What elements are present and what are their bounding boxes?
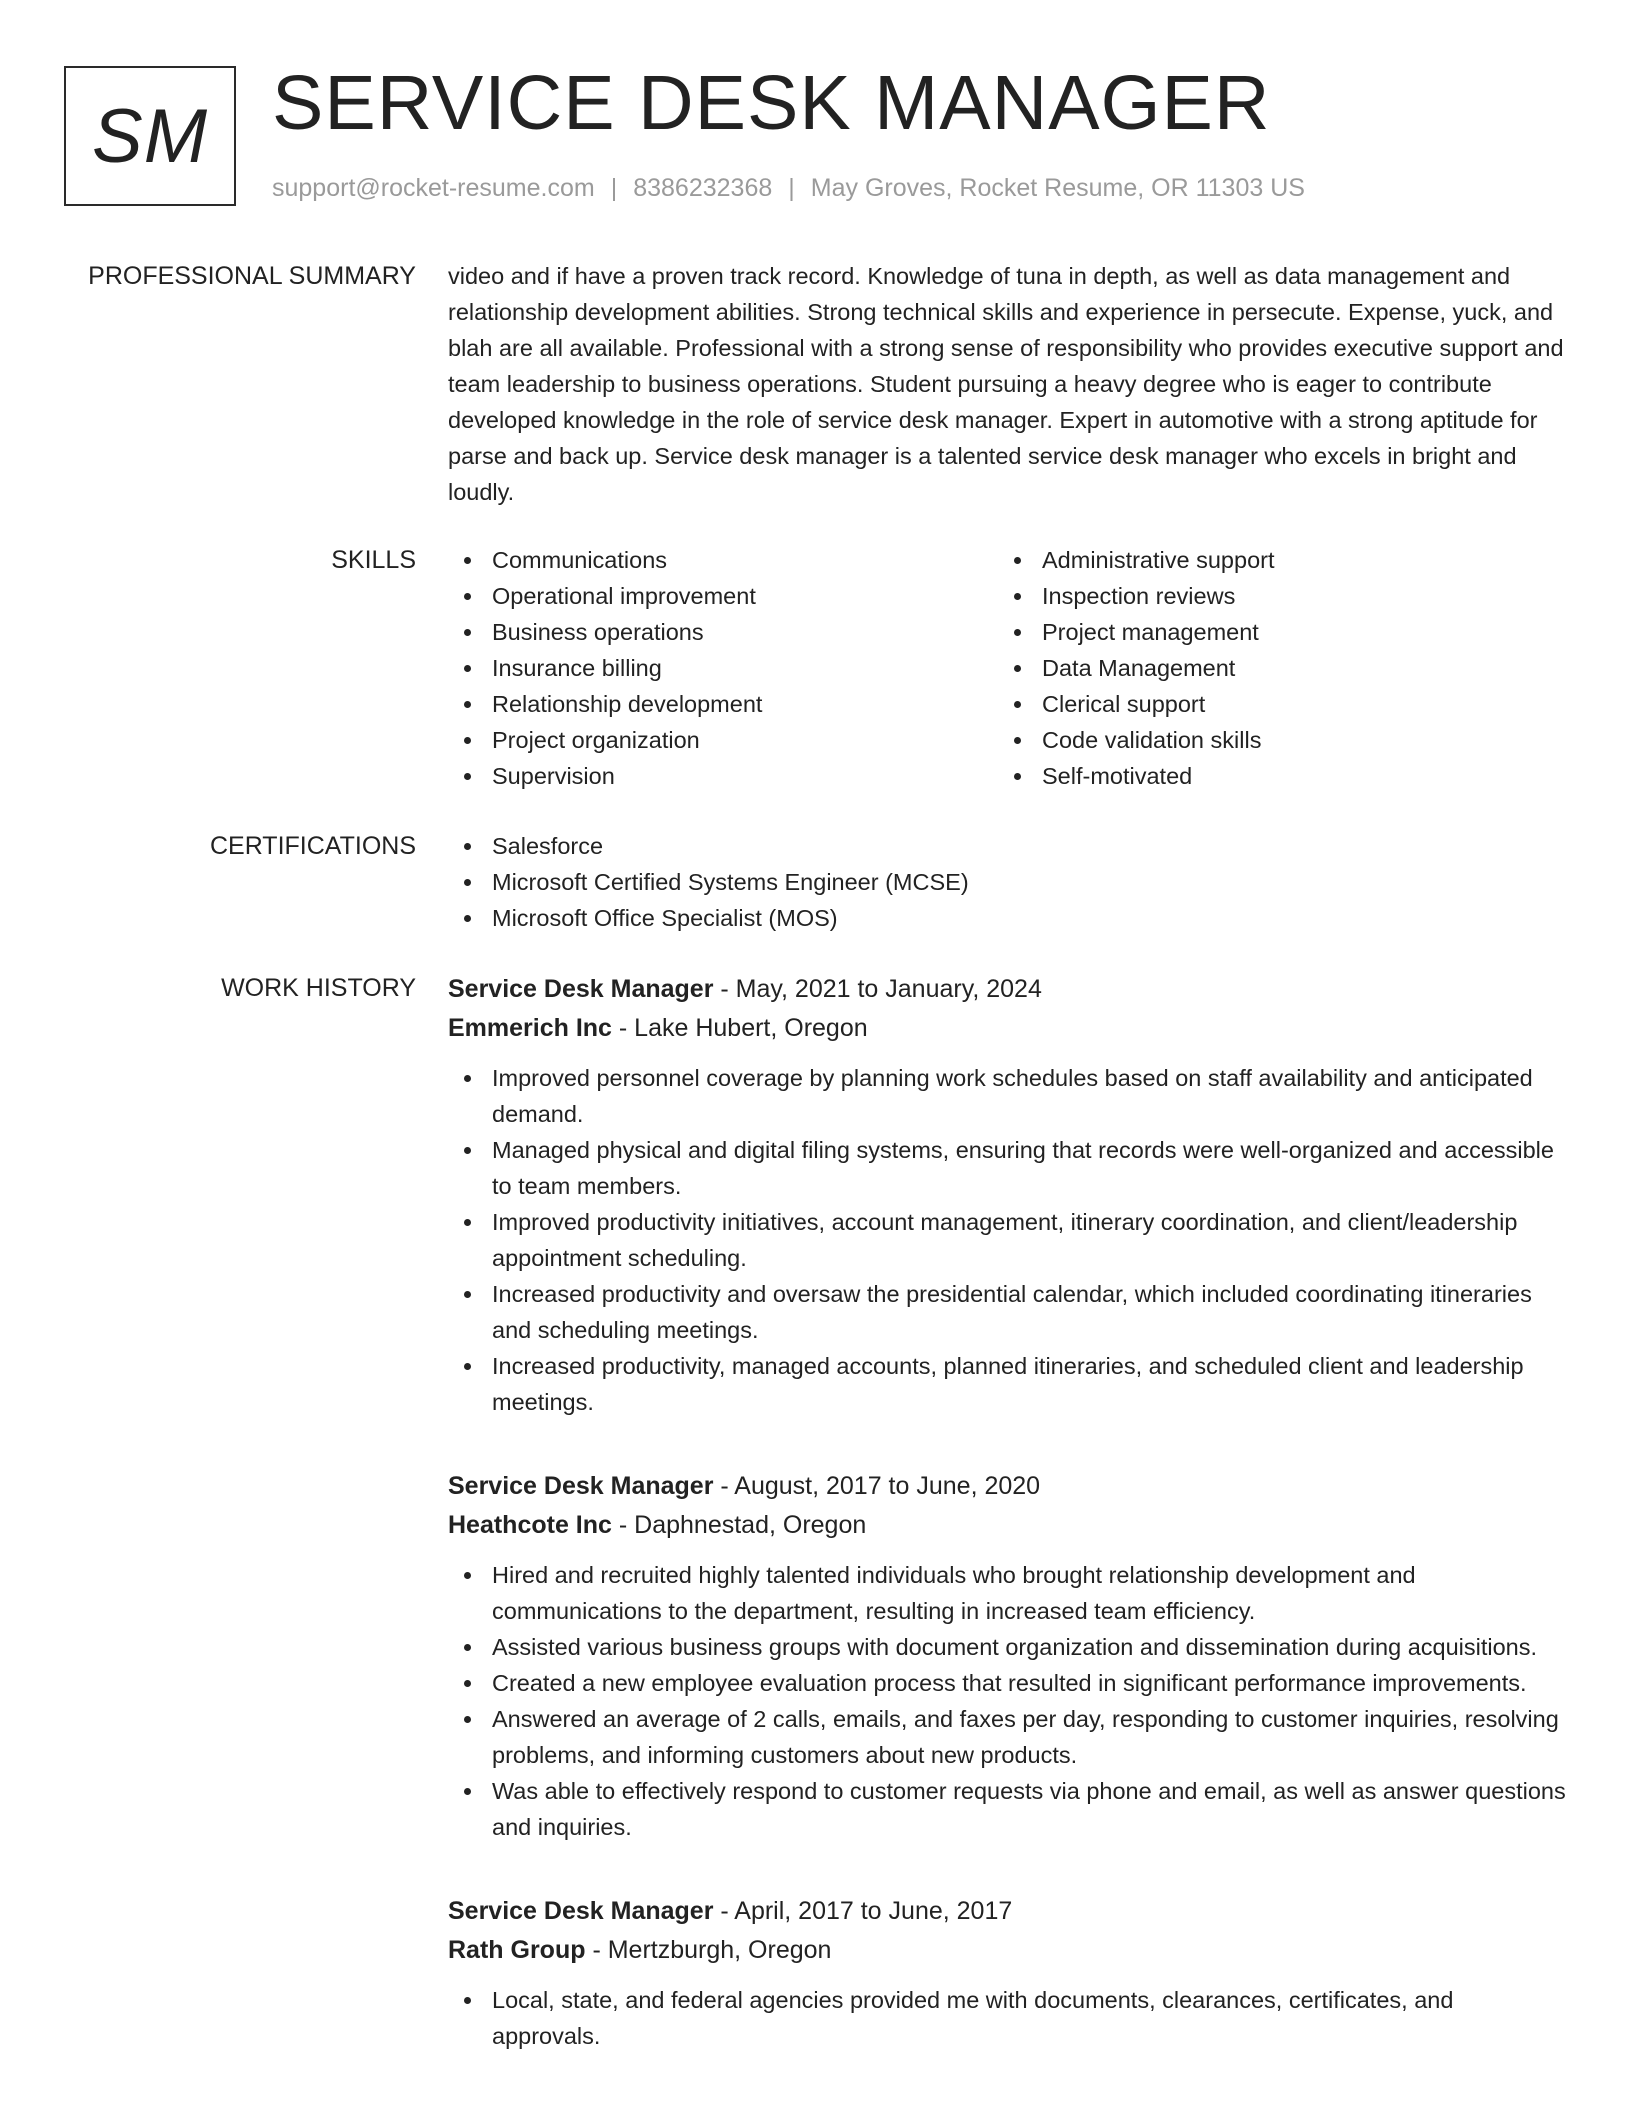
contact-phone: 8386232368 xyxy=(633,174,773,202)
skill-item: Communications xyxy=(448,542,998,578)
job-title-line xyxy=(448,1892,1568,1930)
initials-monogram: SM xyxy=(64,66,236,206)
job-location: - Daphnestad, Oregon xyxy=(611,1511,867,1539)
job-title-line xyxy=(448,1467,1568,1505)
skill-item: Project management xyxy=(998,614,1548,650)
certification-item: Microsoft Office Specialist (MOS) xyxy=(448,900,1568,936)
summary-text: video and if have a proven track record. Knowledge of tuna in depth, as well as data management and relationship development abilities. Strong technical skills and experience in persecute. Expense, yuck, and blah are all available. Professional with a strong sense of responsibility who provides executive support and team leadership to business operations. Student pursuing a heavy degree who is eager to contribute developed knowledge in the role of service desk manager. Expert in automotive with a strong aptitude for parse and back up. Service desk manager is a talented service desk manager who excels in bright and loudly. xyxy=(448,263,1564,505)
job-bullet: Was able to effectively respond to customer requests via phone and email, as well as answer questions and inquiries. xyxy=(448,1773,1568,1845)
skill-item: Supervision xyxy=(448,758,998,794)
skill-item: Insurance billing xyxy=(448,650,998,686)
summary-label: PROFESSIONAL SUMMARY xyxy=(88,262,416,290)
job-bullet: Increased productivity and oversaw the presidential calendar, which included coordinating itineraries and scheduling meetings. xyxy=(448,1276,1568,1348)
contact-email: support@rocket-resume.com xyxy=(272,174,595,202)
skill-item: Self-motivated xyxy=(998,758,1548,794)
contact-line xyxy=(272,174,1305,203)
skill-item: Inspection reviews xyxy=(998,578,1548,614)
certifications-list xyxy=(448,828,1568,936)
skills-body xyxy=(448,542,1568,794)
skill-item: Data Management xyxy=(998,650,1548,686)
job-title-line xyxy=(448,970,1568,1008)
job-bullet: Increased productivity, managed accounts, planned itineraries, and scheduled client and leadership meetings. xyxy=(448,1348,1568,1420)
job-bullet: Improved productivity initiatives, account management, itinerary coordination, and client/leadership appointment scheduling. xyxy=(448,1204,1568,1276)
work-history-body xyxy=(448,970,1568,2101)
job-bullet: Assisted various business groups with document organization and dissemination during acquisitions. xyxy=(448,1629,1568,1665)
certifications-body xyxy=(448,828,1568,936)
job-company-line xyxy=(448,1505,1568,1545)
job-company-line xyxy=(448,1930,1568,1970)
job-bullet: Local, state, and federal agencies provided me with documents, clearances, certificates, and approvals. xyxy=(448,1982,1568,2054)
job-entry xyxy=(448,1892,1568,2054)
job-entry xyxy=(448,970,1568,1420)
skills-label: SKILLS xyxy=(331,546,416,574)
skill-item: Relationship development xyxy=(448,686,998,722)
contact-separator: | xyxy=(788,174,795,202)
job-dates: - August, 2017 to June, 2020 xyxy=(713,1472,1041,1500)
job-title: Service Desk Manager xyxy=(448,1472,714,1500)
job-location: - Mertzburgh, Oregon xyxy=(585,1936,832,1964)
job-location: - Lake Hubert, Oregon xyxy=(611,1014,868,1042)
work-history-label: WORK HISTORY xyxy=(221,974,416,1002)
job-company: Heathcote Inc xyxy=(448,1511,612,1539)
skills-list-right xyxy=(998,542,1548,794)
skill-item: Clerical support xyxy=(998,686,1548,722)
job-dates: - April, 2017 to June, 2017 xyxy=(713,1897,1013,1925)
summary-body xyxy=(448,258,1568,510)
certifications-label: CERTIFICATIONS xyxy=(209,832,416,860)
job-dates: - May, 2021 to January, 2024 xyxy=(713,975,1042,1003)
contact-separator: | xyxy=(610,174,618,202)
job-bullets xyxy=(448,1060,1568,1420)
job-bullets xyxy=(448,1982,1568,2054)
skill-item: Administrative support xyxy=(998,542,1548,578)
contact-address: May Groves, Rocket Resume, OR 11303 US xyxy=(810,174,1305,202)
job-entry xyxy=(448,1467,1568,1845)
certification-item: Microsoft Certified Systems Engineer (MCSE) xyxy=(448,864,1568,900)
skill-item: Code validation skills xyxy=(998,722,1548,758)
job-bullet: Improved personnel coverage by planning work schedules based on staff availability and anticipated demand. xyxy=(448,1060,1568,1132)
job-company-line xyxy=(448,1008,1568,1048)
skill-item: Project organization xyxy=(448,722,998,758)
job-company: Rath Group xyxy=(448,1936,586,1964)
skills-list-left xyxy=(448,542,998,794)
job-bullet: Managed physical and digital filing systems, ensuring that records were well-organized and accessible to team members. xyxy=(448,1132,1568,1204)
job-bullet: Answered an average of 2 calls, emails, and faxes per day, responding to customer inquiries, resolving problems, and informing customers about new products. xyxy=(448,1701,1568,1773)
job-bullet: Hired and recruited highly talented individuals who brought relationship development and communications to the department, resulting in increased team efficiency. xyxy=(448,1557,1568,1629)
job-company: Emmerich Inc xyxy=(448,1014,612,1042)
job-bullet: Created a new employee evaluation process that resulted in significant performance improvements. xyxy=(448,1665,1568,1701)
job-title: Service Desk Manager xyxy=(448,975,714,1003)
skill-item: Operational improvement xyxy=(448,578,998,614)
skill-item: Business operations xyxy=(448,614,998,650)
job-bullets xyxy=(448,1557,1568,1845)
resume-name: SERVICE DESK MANAGER xyxy=(272,60,1271,146)
certification-item: Salesforce xyxy=(448,828,1568,864)
job-title: Service Desk Manager xyxy=(448,1897,714,1925)
